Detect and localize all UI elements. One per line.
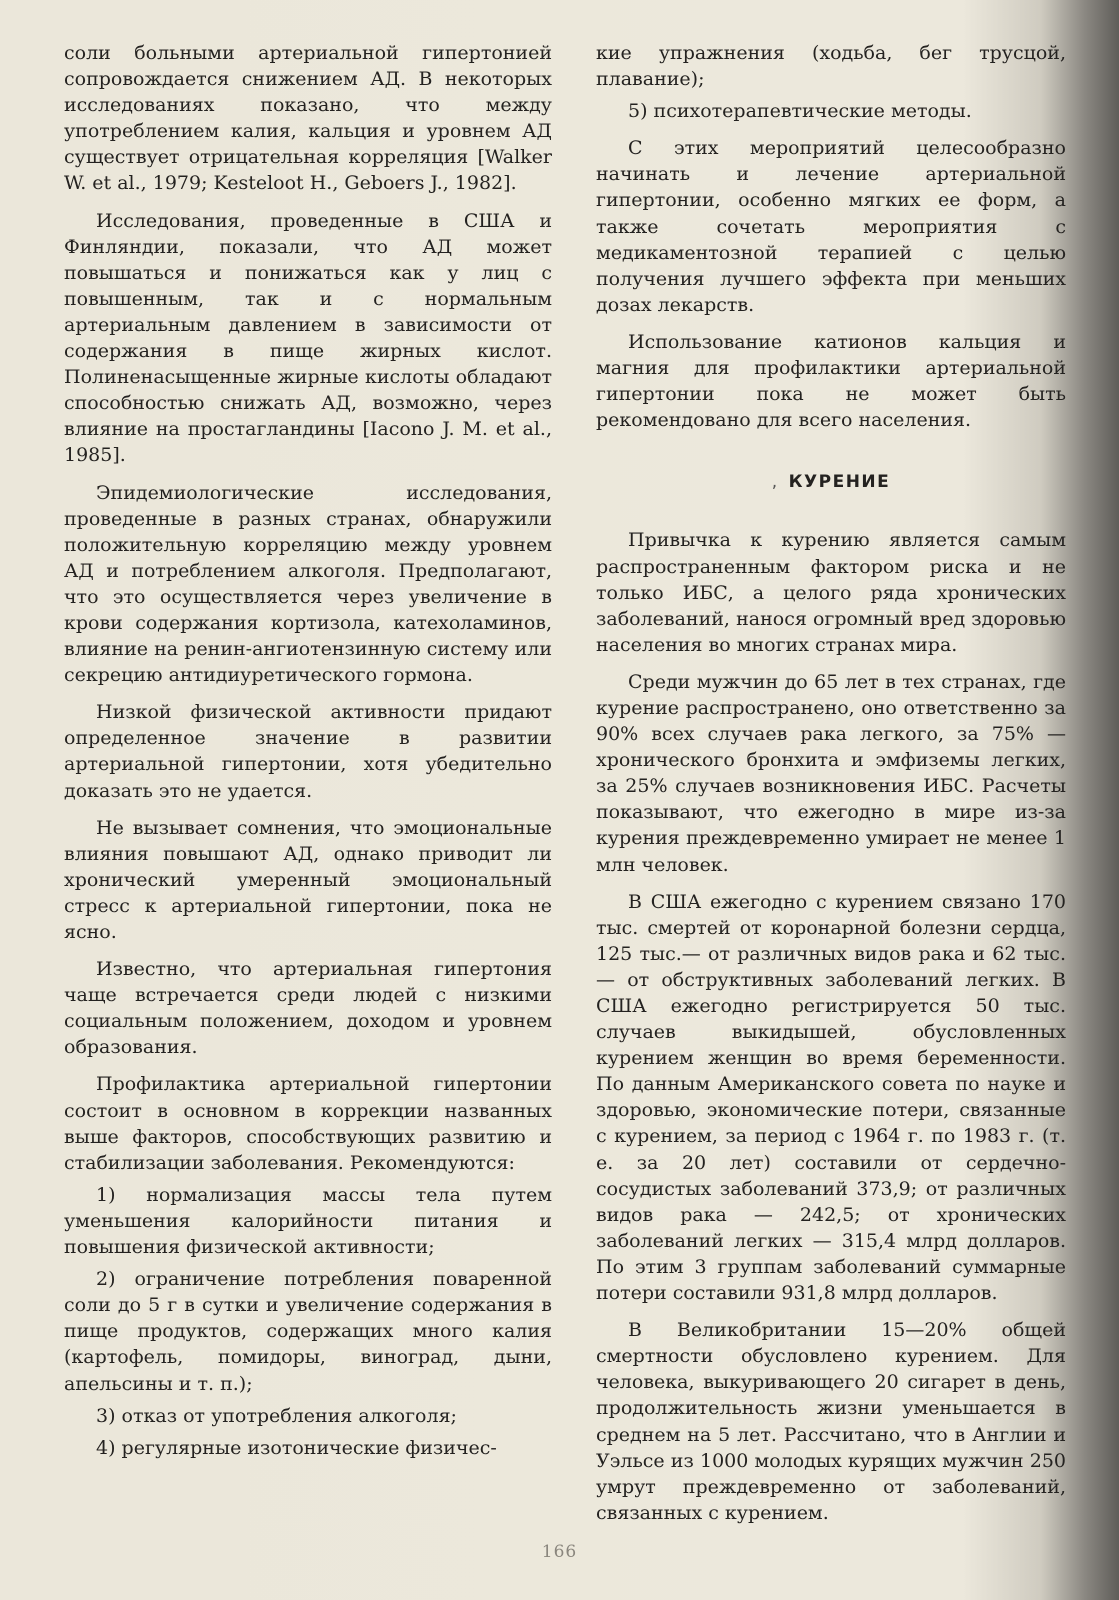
paragraph: Не вызывает сомнения, что эмоциональные влияния повышают АД, однако приводит ли хронический умеренный эмоциональный стресс к артериальной гипертонии, пока не ясно. (64, 816, 552, 943)
paragraph: соли больными артериальной гипертонией сопровождается снижением АД. В некоторых исследованиях показано, что между употреблением калия, кальция и уровнем АД существует отрицательная корреляция [Walker W. et al., 1979; Kesteloot Н., Geboers J., 1982]. (64, 42, 552, 195)
paragraph: В США ежегодно с курением связано 170 тыс. смертей от коронарной болезни сердца, 125 тыс.— от различных видов рака и 62 тыс.— от обструктивных заболеваний легких. В США ежегодно регистрируется 50 тыс. случаев выкидышей, обусловленных курением женщин во время беременности. По данным Американского совета по науке и здоровью, экономические потери, связанные с курением, за период с 1964 г. по 1983 г. (т. е. за 20 лет) составили от сердечно-сосудистых заболеваний 373,9; от различных видов рака — 242,5; от хронических заболеваний легких — 315,4 млрд долларов. По этим 3 группам заболеваний суммарные потери составили 931,8 млрд долларов. (596, 890, 1066, 1305)
page-number: 166 (541, 1542, 578, 1562)
right-column (596, 40, 1066, 1526)
list-item: кие упражнения (ходьба, бег трусцой, плавание); (596, 42, 1066, 91)
paragraph: Среди мужчин до 65 лет в тех странах, где курение распространено, оно ответственно за 90% всех случаев рака легкого, за 75% — хронического бронхита и эмфиземы легких, за 25% случаев возникновения ИБС. Расчеты показывают, что ежегодно в мире из-за курения преждевременно умирает не менее 1 млн человек. (596, 670, 1066, 876)
list-item: 4) регулярные изотонические физичес- (96, 1436, 497, 1459)
paragraph: Профилактика артериальной гипертонии состоит в основном в коррекции названных выше факторов, способствующих развитию и стабилизации заболевания. Рекомендуются: (64, 1073, 552, 1174)
paragraph: Известно, что артериальная гипертония чаще встречается среди людей с низкими социальным положением, доходом и уровнем образования. (64, 958, 552, 1059)
list-item: 1) нормализация массы тела путем уменьшения калорийности питания и повышения физической активности; (64, 1183, 552, 1259)
paragraph: В Великобритании 15—20% общей смертности обусловлено курением. Для человека, выкуривающего 20 сигарет в день, продолжительность жизни уменьшается в среднем на 5 лет. Рассчитано, что в Англии и Уэльсе из 1000 молодых курящих мужчин 250 умрут преждевременно от заболеваний, связанных с курением. (596, 1319, 1066, 1524)
paragraph: С этих мероприятий целесообразно начинать и лечение артериальной гипертонии, особенно мягких ее форм, а также сочетать мероприятия с медикаментозной терапией с целью получения лучшего эффекта при меньших дозах лекарств. (596, 137, 1066, 316)
paragraph: Исследования, проведенные в США и Финляндии, показали, что АД может повышаться и понижаться как у лиц с повышенным, так и с нормальным артериальным давлением в зависимости от содержания в пище жирных кислот. Полиненасыщенные жирные кислоты обладают способностью снижать АД, возможно, через влияние на простагландины [Iacono J. M. et al., 1985]. (64, 209, 552, 467)
list-item: 3) отказ от употребления алкоголя; (96, 1404, 457, 1427)
section-heading (596, 469, 1066, 495)
paragraph: Привычка к курению является самым распространенным фактором риска и не только ИБС, а целого ряда хронических заболеваний, нанося огромный вред здоровью населения во многих странах мира. (596, 529, 1066, 656)
paragraph: Использование катионов кальция и магния для профилактики артериальной гипертонии пока не может быть рекомендовано для всего населения. (596, 330, 1066, 432)
paragraph: Низкой физической активности придают определенное значение в развитии артериальной гипертонии, хотя убедительно доказать это не удается. (64, 701, 552, 802)
paragraph: Эпидемиологические исследования, проведенные в разных странах, обнаружили положительную корреляцию между уровнем АД и потреблением алкоголя. Предполагают, что это осуществляется через увеличение в крови содержания кортизола, катехоламинов, влияние на ренин-ангиотензинную систему или секрецию антидиуретического гормона. (64, 481, 552, 687)
list-item: 2) ограничение потребления поваренной соли до 5 г в сутки и увеличение содержания в пище продуктов, содержащих много калия (картофель, помидоры, виноград, дыни, апельсины и т. п.); (64, 1268, 552, 1395)
section-title: КУРЕНИЕ (788, 472, 891, 493)
print-mark: , (771, 472, 779, 493)
list-item: 5) психотерапевтические методы. (628, 100, 972, 123)
left-column (64, 40, 552, 1461)
